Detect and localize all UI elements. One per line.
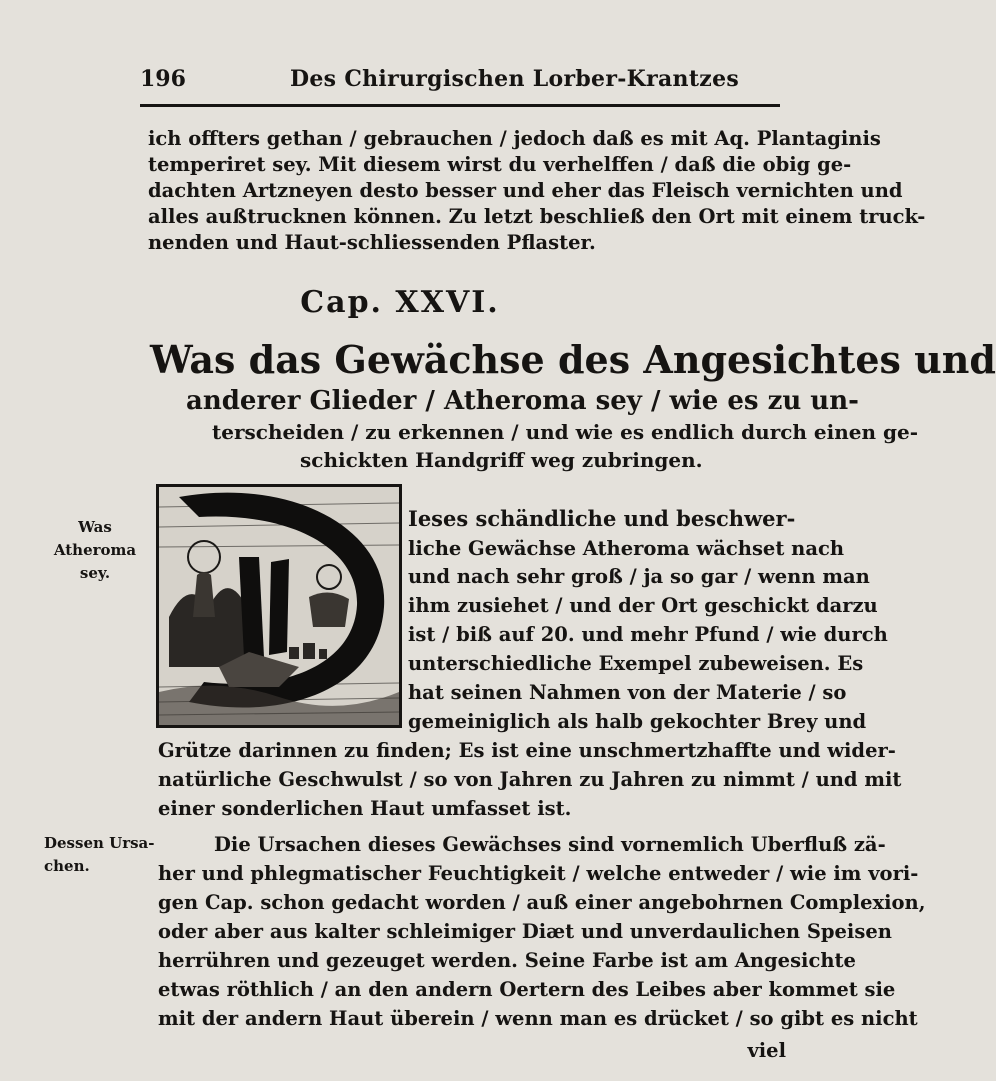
text-line: ihm zusiehet / und der Ort geschickt darzu: [408, 594, 878, 617]
text-line: herrühren und gezeuget werden. Seine Farbe ist am Angesichte: [158, 949, 856, 972]
text-line: liche Gewächse Atheroma wächset nach: [408, 537, 844, 560]
margin-note-what-is-atheroma: [40, 516, 150, 585]
margin-note-line: chen.: [44, 857, 90, 875]
text-line: etwas röthlich / an den andern Oertern des Leibes aber kommet sie: [158, 978, 896, 1001]
text-line: Die Ursachen dieses Gewächses sind vornemlich Uberfluß zä-: [214, 833, 886, 856]
woodcut-initial-d: [156, 484, 402, 728]
header-rule: [140, 104, 780, 107]
text-line: Ieses schändliche und beschwer-: [408, 506, 796, 531]
woodcut-illustration: [159, 487, 399, 725]
chapter-number: Cap. XXVI.: [300, 285, 500, 320]
chapter-title-line: schickten Handgriff weg zubringen.: [300, 448, 703, 472]
page-number: 196: [140, 66, 186, 92]
chapter-title-line: Was das Gewächse des Angesichtes und: [150, 337, 996, 382]
text-line: und nach sehr groß / ja so gar / wenn man: [408, 565, 870, 588]
text-line: ist / biß auf 20. und mehr Pfund / wie durch: [408, 623, 888, 646]
text-line: hat seinen Nahmen von der Materie / so: [408, 681, 847, 704]
text-line: dachten Artzneyen desto besser und eher das Fleisch vernichten und: [148, 179, 903, 202]
running-head: Des Chirurgischen Lorber-Krantzes: [290, 66, 740, 92]
text-line: temperiret sey. Mit diesem wirst du verhelffen / daß die obig ge-: [148, 153, 852, 176]
text-line: Grütze darinnen zu finden; Es ist eine unschmertzhaffte und wider-: [158, 739, 896, 762]
text-line: alles außtrucknen können. Zu letzt beschließ den Ort mit einem truck-: [148, 205, 926, 228]
text-line: nenden und Haut-schliessenden Pflaster.: [148, 231, 596, 254]
text-line: ich offters gethan / gebrauchen / jedoch daß es mit Aq. Plantaginis: [148, 127, 881, 150]
text-line: unterschiedliche Exempel zubeweisen. Es: [408, 652, 864, 675]
text-line: gemeiniglich als halb gekochter Brey und: [408, 710, 867, 733]
text-line: mit der andern Haut überein / wenn man es drücket / so gibt es nicht: [158, 1007, 918, 1030]
catchword: viel: [747, 1039, 786, 1062]
text-line: her und phlegmatischer Feuchtigkeit / welche entweder / wie im vori-: [158, 862, 919, 885]
margin-note-line: Was: [78, 518, 112, 536]
chapter-title-line: anderer Glieder / Atheroma sey / wie es zu un-: [186, 386, 859, 416]
margin-note-line: Dessen Ursa-: [44, 834, 155, 852]
margin-note-line: Atheroma: [53, 541, 137, 559]
page-header: [140, 66, 780, 96]
text-line: oder aber aus kalter schleimiger Diæt und unverdaulichen Speisen: [158, 920, 892, 943]
margin-note-line: sey.: [79, 564, 111, 582]
text-line: gen Cap. schon gedacht worden / auß einer angebohrnen Complexion,: [158, 891, 926, 914]
text-line: natürliche Geschwulst / so von Jahren zu Jahren zu nimmt / und mit: [158, 768, 902, 791]
chapter-title-line: terscheiden / zu erkennen / und wie es endlich durch einen ge-: [212, 420, 919, 444]
text-line: einer sonderlichen Haut umfasset ist.: [158, 797, 572, 820]
margin-note-causes: [44, 832, 154, 878]
